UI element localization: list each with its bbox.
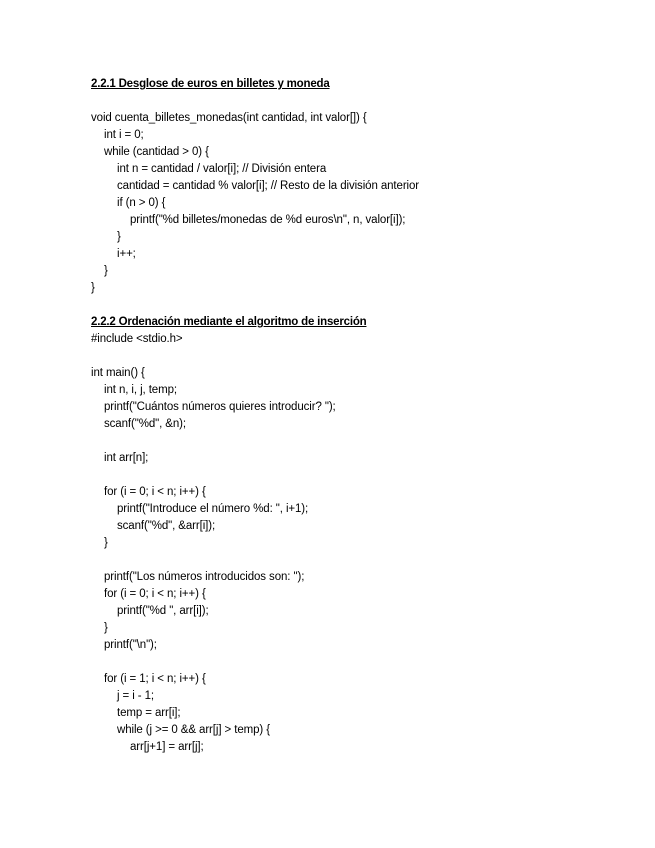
code-line: int main() {: [91, 367, 145, 379]
code-line: printf("Los números introducidos son: ");: [104, 571, 305, 583]
code-line: int n = cantidad / valor[i]; // División entera: [117, 163, 327, 175]
code-line: while (j >= 0 && arr[j] > temp) {: [117, 724, 270, 736]
code-line: printf("%d billetes/monedas de %d euros\n", n, valor[i]);: [130, 214, 406, 226]
code-line: }: [91, 282, 95, 294]
code-line: printf("\n");: [104, 639, 157, 651]
code-line: cantidad = cantidad % valor[i]; // Resto de la división anterior: [117, 180, 420, 192]
code-line: scanf("%d", &n);: [104, 418, 186, 430]
code-line: int i = 0;: [104, 129, 144, 141]
section-heading: 2.2.1 Desglose de euros en billetes y moneda: [91, 78, 330, 90]
code-line: printf("%d ", arr[i]);: [117, 605, 209, 617]
code-line: printf("Introduce el número %d: ", i+1);: [117, 503, 309, 515]
code-line: for (i = 0; i < n; i++) {: [104, 486, 206, 498]
code-line: void cuenta_billetes_monedas(int cantidad, int valor[]) {: [91, 112, 367, 124]
code-line: scanf("%d", &arr[i]);: [117, 520, 216, 532]
code-line: i++;: [117, 248, 136, 260]
code-line: }: [117, 231, 121, 243]
code-line: if (n > 0) {: [117, 197, 166, 209]
code-line: for (i = 1; i < n; i++) {: [104, 673, 206, 685]
code-line: arr[j+1] = arr[j];: [130, 741, 204, 753]
code-line: j = i - 1;: [117, 690, 155, 702]
code-line: temp = arr[i];: [117, 707, 181, 719]
code-line: #include <stdio.h>: [91, 333, 183, 345]
code-line: }: [104, 537, 108, 549]
code-line: int arr[n];: [104, 452, 149, 464]
section-heading: 2.2.2 Ordenación mediante el algoritmo de inserción: [91, 316, 367, 328]
code-line: }: [104, 622, 108, 634]
code-line: }: [104, 265, 108, 277]
code-line: for (i = 0; i < n; i++) {: [104, 588, 206, 600]
code-line: while (cantidad > 0) {: [104, 146, 209, 158]
code-line: int n, i, j, temp;: [104, 384, 177, 396]
code-line: printf("Cuántos números quieres introducir? ");: [104, 401, 336, 413]
